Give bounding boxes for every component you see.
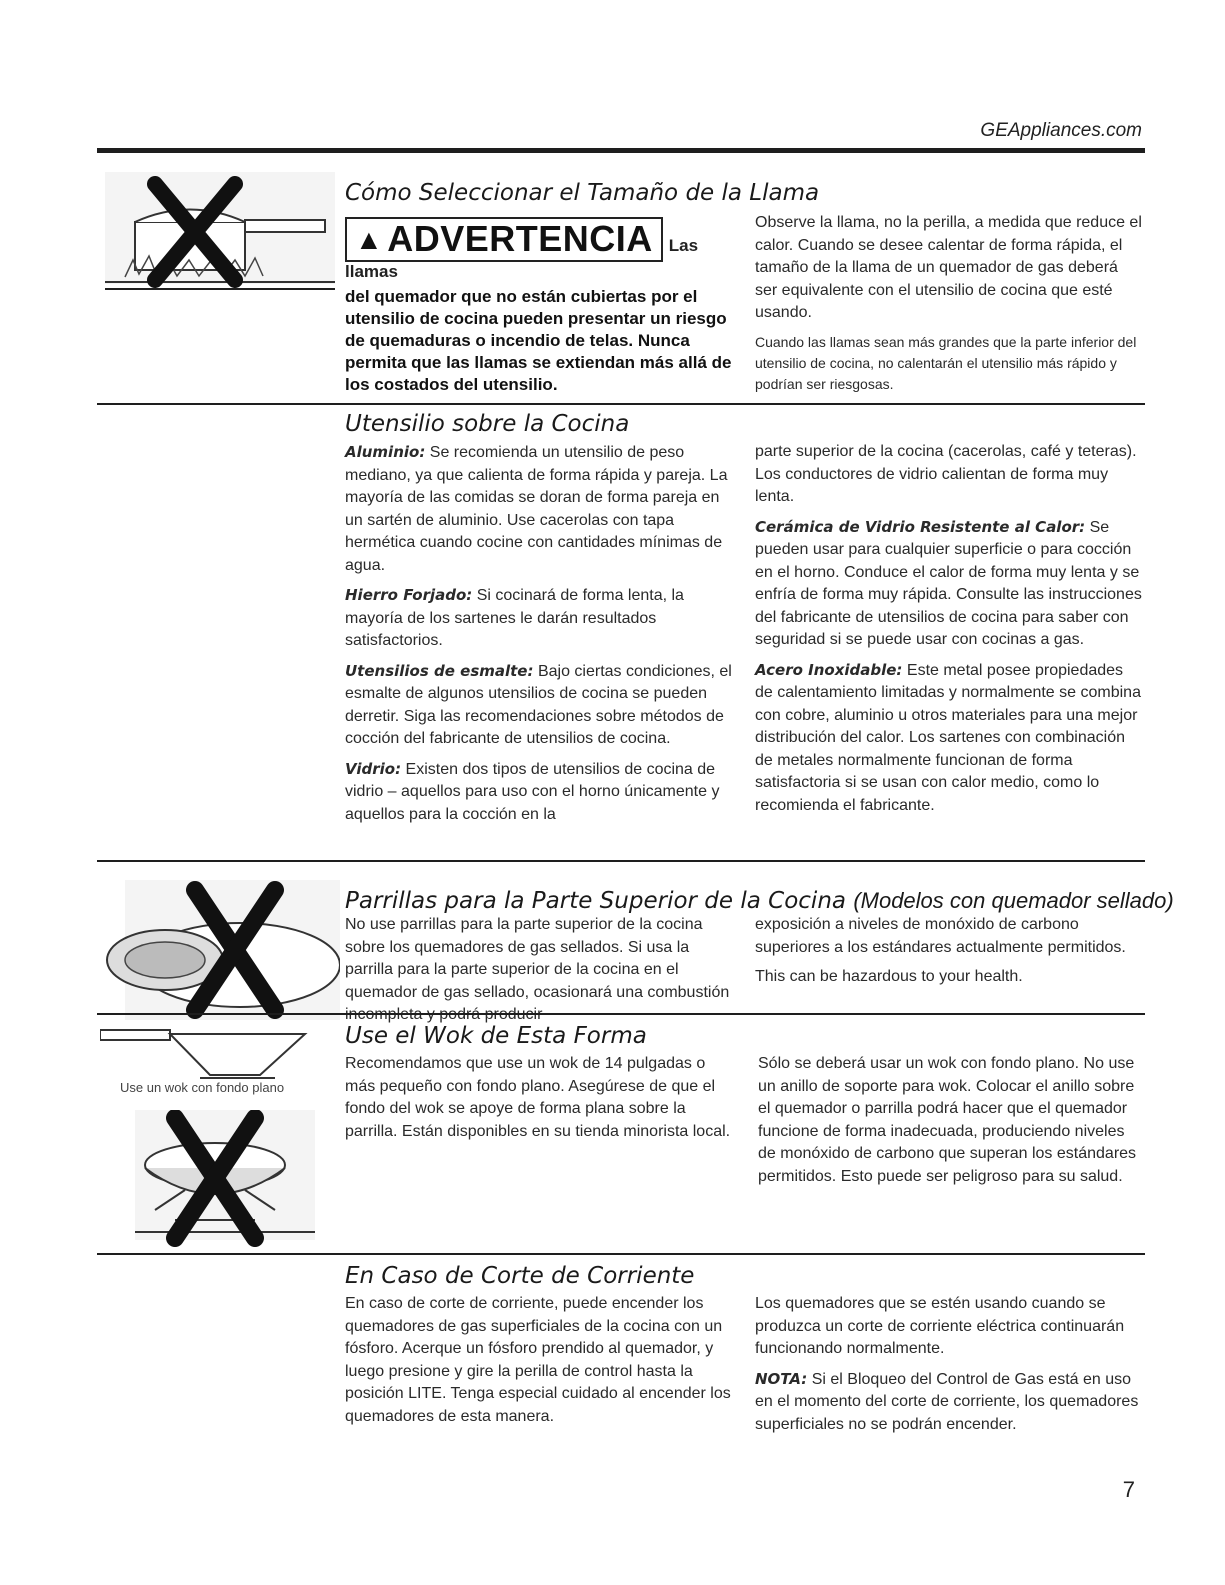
cookware-right-column <box>755 441 1143 824</box>
wok-left-column <box>345 1053 737 1150</box>
vidrio-paragraph: Vidrio: Existen dos tipos de utensilios de cocina de vidrio – aquellos para uso con el horno únicamente y aquellos para la cocción en la <box>345 759 720 823</box>
power-title: En Caso de Corte de Corriente <box>345 1263 695 1289</box>
wok-paragraph-right: Sólo se deberá usar un wok con fondo plano. No use un anillo de soporte para wok. Colocar el anillo sobre el quemador o parrilla podrá hacer que el quemador funcione de forma inadecuada, produciendo niveles de monóxido de carbono que superan los estándares permitidos. Esto puede ser peligroso para su salud. <box>758 1055 1137 1185</box>
section-rule <box>97 1013 1145 1015</box>
section-rule <box>97 1253 1145 1255</box>
griddles-right-column <box>755 914 1143 996</box>
header-rule <box>97 148 1145 153</box>
nota-paragraph: NOTA: Si el Bloqueo del Control de Gas está en uso en el momento del corte de corriente, los quemadores superficiales no se podrán encender. <box>755 1369 1139 1433</box>
nota-lead: NOTA: <box>755 1369 808 1388</box>
flame-paragraph: Observe la llama, no la perilla, a medida que reduce el calor. Cuando se desee calentar de forma rápida, el tamaño de la llama de un quemador de gas deberá ser equivalente con el utensilio de cocina que esté usando. <box>755 214 1142 321</box>
page-number: 7 <box>1122 1477 1135 1502</box>
esmalte-paragraph: Utensilios de esmalte: Bajo ciertas condiciones, el esmalte de algunos utensilios de cocina se pueden derretir. Siga las recomendaciones sobre métodos de cocción del fabricante de utensilios de cocina. <box>345 661 732 747</box>
warning-block <box>345 217 740 396</box>
wok-caption: Use un wok con fondo plano <box>120 1080 285 1095</box>
wok-right-column <box>758 1053 1143 1195</box>
wok-title: Use el Wok de Esta Forma <box>345 1023 647 1049</box>
illustration-rule <box>105 288 335 290</box>
power-paragraph-right: Los quemadores que se estén usando cuando se produzca un corte de corriente eléctrica continuarán funcionando normalmente. <box>755 1295 1125 1357</box>
warning-text: del quemador que no están cubiertas por el utensilio de cocina pueden presentar un riesgo de quemaduras o incendio de telas. Nunca permita que las llamas se extiendan más allá de los costados del utensilio. <box>345 287 732 394</box>
wok-ring-illustration <box>115 1110 315 1250</box>
griddles-subtitle: (Modelos con quemador sellado) <box>853 888 1174 913</box>
griddles-title-main: Parrillas para la Parte Superior de la Cocina <box>345 888 846 914</box>
hierro-paragraph: Hierro Forjado: Si cocinará de forma lenta, la mayoría de los sartenes le darán resultados satisfactorios. <box>345 586 684 649</box>
aluminio-lead: Aluminio: <box>345 443 426 461</box>
pot-flame-illustration <box>105 172 335 292</box>
griddle-illustration <box>105 880 340 1020</box>
section-rule <box>97 403 1145 405</box>
vidrio-continued: parte superior de la cocina (cacerolas, café y teteras). Los conductores de vidrio calientan de forma muy lenta. <box>755 443 1137 505</box>
griddles-paragraph-right: exposición a niveles de monóxido de carbono superiores a los estándares actualmente permitidos. <box>755 916 1126 956</box>
flame-title: Cómo Seleccionar el Tamaño de la Llama <box>345 180 820 206</box>
section-rule <box>97 860 1145 862</box>
acero-lead: Acero Inoxidable: <box>755 660 903 679</box>
hierro-lead: Hierro Forjado: <box>345 586 473 604</box>
griddles-paragraph: No use parrillas para la parte superior de la cocina sobre los quemadores de gas sellados. Si usa la parrilla para la parte superior de la cocina en el quemador de gas sellado, ocasionará una combustión <box>345 916 730 1001</box>
warning-box: ▲ ADVERTENCIA <box>345 217 663 262</box>
vidrio-lead: Vidrio: <box>345 759 402 778</box>
power-left-column <box>345 1293 737 1435</box>
power-right-column <box>755 1293 1143 1443</box>
esmalte-lead: Utensilios de esmalte: <box>345 661 534 680</box>
site-url: GEAppliances.com <box>980 120 1142 141</box>
acero-paragraph: Acero Inoxidable: Este metal posee propiedades de calentamiento limitadas y normalmente se combina con cobre, aluminio u otros materiales para una mejor distribución del calor. Los sartenes con combinación de metales normalmente funcionan de forma satisfactoria si se usan con calor medio, como lo recomienda el fabricante. <box>755 660 1141 814</box>
cookware-title: Utensilio sobre la Cocina <box>345 411 630 437</box>
griddles-title <box>345 888 1174 914</box>
warning-lead: Las llamas <box>345 236 699 281</box>
ceramica-paragraph: Cerámica de Vidrio Resistente al Calor: Se pueden usar para cualquier superficie o para cocción en el horno. Conduce el calor de forma muy lenta y se enfría de forma muy rápida. Consulte las instrucciones del fabricante de utensilios de cocina para saber con seguridad si se puede usar con cocinas a gas. <box>755 517 1142 648</box>
aluminio-paragraph: Aluminio: Se recomienda un utensilio de peso mediano, ya que calienta de forma rápida y pareja. La mayoría de las comidas se doran de forma pareja en un sartén de aluminio. Use cacerolas con tapa hermética cuando cocine con cantidades mínimas de agua. <box>345 443 728 574</box>
cookware-left-column <box>345 441 737 833</box>
griddles-health-note: This can be hazardous to your health. <box>755 968 1023 985</box>
power-paragraph: En caso de corte de corriente, puede encender los quemadores de gas superficiales de la cocina con un fósforo. Acerque un fósforo prendido al quemador, y luego presione y gire la perilla de control hasta la posición LITE. Tenga especial cuidado al encender los quemadores de esta manera. <box>345 1295 731 1425</box>
flame-note: Cuando las llamas sean más grandes que la parte inferior del utensilio de cocina, no calentarán el utensilio más rápido y podrían ser riesgosas. <box>755 333 1137 392</box>
flame-right-column <box>755 212 1143 402</box>
ceramica-lead: Cerámica de Vidrio Resistente al Calor: <box>755 517 1086 536</box>
warning-triangle-icon: ▲ <box>355 224 384 255</box>
flat-wok-illustration <box>100 1020 315 1082</box>
wok-paragraph: Recomendamos que use un wok de 14 pulgadas o más pequeño con fondo plano. Asegúrese de que el fondo del wok se apoye de forma plana sobre la parrilla. Están disponibles en su tienda minorista local. <box>345 1055 731 1140</box>
griddles-left-column <box>345 914 737 1034</box>
